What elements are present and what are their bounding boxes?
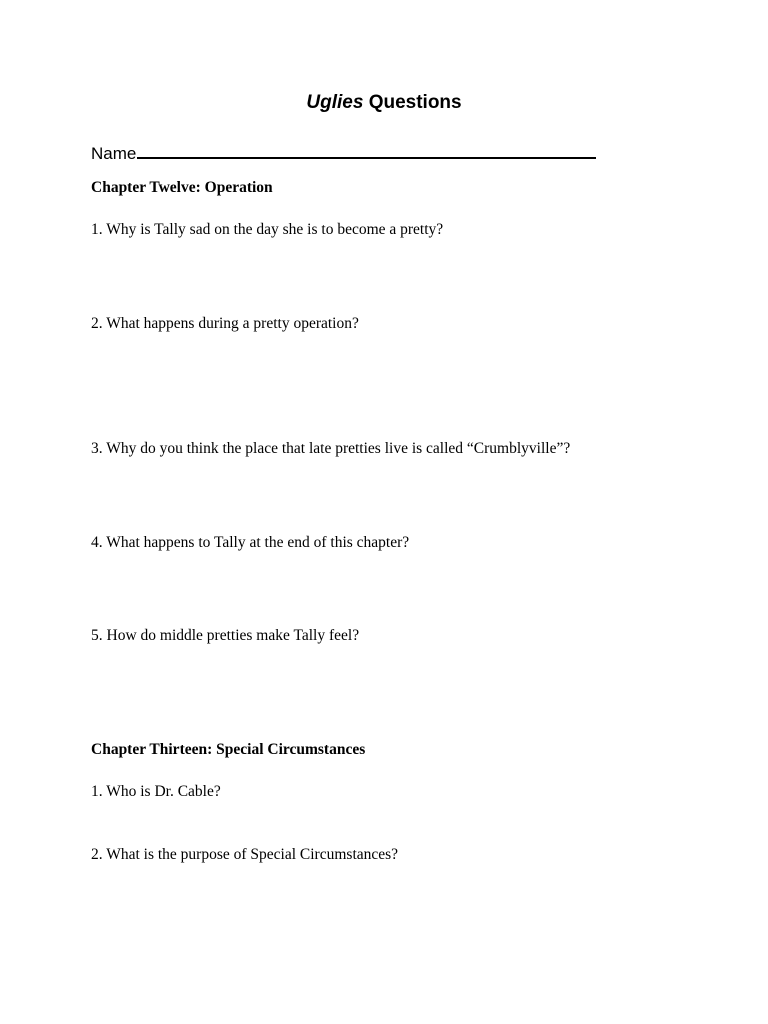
question-ch12-4: 4. What happens to Tally at the end of this chapter? [91,534,410,551]
question-ch12-5: 5. How do middle pretties make Tally feel? [91,627,360,644]
title-book-name: Uglies [306,92,364,113]
title-suffix: Questions [363,92,462,113]
name-blank-line[interactable] [137,140,596,159]
section-heading-chapter-twelve: Chapter Twelve: Operation [91,179,273,196]
section-heading-chapter-thirteen: Chapter Thirteen: Special Circumstances [91,741,366,758]
question-ch12-1: 1. Why is Tally sad on the day she is to become a pretty? [91,221,444,238]
name-label: Name [91,144,137,163]
question-ch12-3: 3. Why do you think the place that late pretties live is called “Crumblyville”? [91,440,571,457]
name-field-row [91,140,596,164]
question-ch13-2: 2. What is the purpose of Special Circumstances? [91,846,399,863]
question-ch12-2: 2. What happens during a pretty operation? [91,315,359,332]
question-ch13-1: 1. Who is Dr. Cable? [91,783,221,800]
page-title [0,92,768,114]
